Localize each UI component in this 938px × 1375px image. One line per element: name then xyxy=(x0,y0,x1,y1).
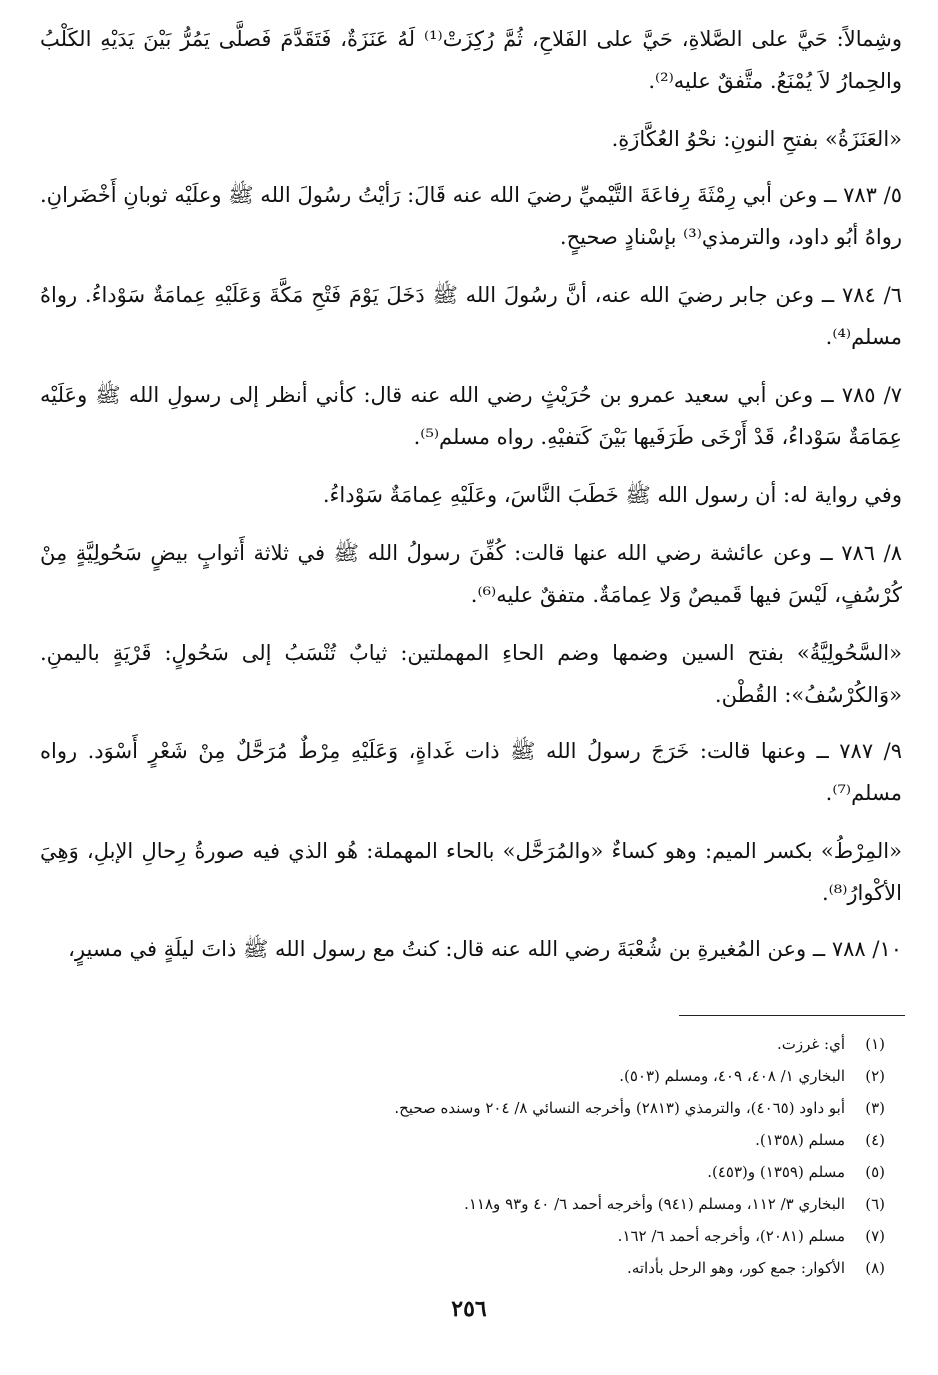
paragraph-2: «العَنَزَةُ» بفتحِ النونِ: نحْوُ العُكَّازَةِ. xyxy=(611,127,902,151)
footnote-6 xyxy=(40,1188,885,1220)
page-number: ٢٥٦ xyxy=(451,1296,487,1322)
footnote-text: البخاري ٣/ ١١٢، ومسلم (٩٤١) وأخرجه أحمد ٦/ ٤٠ و٩٣ و١١٨. xyxy=(464,1195,845,1213)
footnote-number: (٦) xyxy=(865,1195,885,1213)
footnote-number: (٥) xyxy=(865,1163,885,1181)
footnote-text: مسلم (٢٠٨١)، وأخرجه أحمد ٦/ ١٦٢. xyxy=(617,1227,845,1245)
footnote-7 xyxy=(40,1220,885,1252)
paragraph-6: وفي رواية له: أن رسول الله ﷺ خَطَبَ النَّاسَ، وعَلَيْهِ عِمامَةٌ سَوْداءُ. xyxy=(322,483,902,507)
footnote-text: البخاري ١/ ٤٠٨، ٤٠٩، ومسلم (٥٠٣). xyxy=(619,1067,845,1085)
footnote-number: (٢) xyxy=(865,1067,885,1085)
footnote-text: الأكوار: جمع كور، وهو الرحل بأداته. xyxy=(627,1259,845,1277)
footnote-number: (٨) xyxy=(865,1259,885,1277)
main-text xyxy=(40,18,902,986)
footnote-text: أبو داود (٤٠٦٥)، والترمذي (٢٨١٣) وأخرجه النسائي ٨/ ٢٠٤ وسنده صحيح. xyxy=(394,1099,845,1117)
footnote-1 xyxy=(40,1028,885,1060)
paragraph-10: «المِرْطُ» بكسر الميم: وهو كساءٌ «والمُرَحَّل» بالحاء المهملة: هُو الذي فيه صورةُ رِحالِ الإبلِ، وَهِيَ الأكْوارُ⁽⁸⁾. xyxy=(40,839,902,905)
paragraph-8: «السَّحُولِيَّةُ» بفتح السين وضمها وضم الحاءِ المهملتين: ثيابٌ تُنْسَبُ إلى سَحُولٍ: قَرْيَةٍ باليمنِ. «وَالكُرْسُفُ»: القُطْن. xyxy=(40,641,902,707)
footnote-2 xyxy=(40,1060,885,1092)
footnote-number: (١) xyxy=(865,1035,885,1053)
paragraph-1: وشِمالاً: حَيَّ على الصَّلاةِ، حَيَّ على الفَلاحِ، ثُمَّ رُكِزَتْ⁽¹⁾ لَهُ عَنَزَةٌ، فَتَقَدَّمَ فَصلَّى يَمُرُّ بَيْنَ يَدَيْهِ الكَلْبُ والحِمارُ لاَ يُمْنَعُ. متَّفقٌ عليه⁽²⁾. xyxy=(40,27,902,93)
footnote-number: (٧) xyxy=(865,1227,885,1245)
footnote-3 xyxy=(40,1092,885,1124)
footnote-text: مسلم (١٣٥٨). xyxy=(755,1131,845,1149)
footnote-4 xyxy=(40,1124,885,1156)
footnote-8 xyxy=(40,1252,885,1284)
footnote-5 xyxy=(40,1156,885,1188)
paragraph-5: ٧/ ٧٨٥ ــ وعن أبي سعيد عمرو بن حُرَيْثٍ رضي الله عنه قال: كأني أنظر إلى رسولِ الله ﷺ وعَلَيْه عِمَامَةٌ سَوْداءُ، قَدْ أَرْخَى طَرَفَيها بَيْنَ كَتفيْهِ. رواه مسلم⁽⁵⁾. xyxy=(40,383,902,449)
footnote-number: (٤) xyxy=(865,1131,885,1149)
footnote-number: (٣) xyxy=(865,1099,885,1117)
paragraph-9: ٩/ ٧٨٧ ــ وعنها قالت: خَرَجَ رسولُ الله ﷺ ذات غَداةٍ، وَعَلَيْهِ مِرْطٌ مُرَحَّلٌ مِنْ شَعْرٍ أَسْوَد. رواه مسلم⁽⁷⁾. xyxy=(40,739,902,805)
footnote-text: أي: غرزت. xyxy=(777,1035,845,1053)
paragraph-3: ٥/ ٧٨٣ ــ وعن أبي رِمْثَةَ رِفاعَةَ التَّيْميِّ رضيَ الله عنه قَالَ: رَأيْتُ رسُولَ الله ﷺ وعلَيْه ثوبانِ أَخْضَرانِ. رواهُ أبُو داود، والترمذي⁽³⁾ بإسْنادٍ صحيحٍ. xyxy=(40,183,902,249)
paragraph-11: ١٠/ ٧٨٨ ــ وعن المُغيرةِ بن شُعْبَةَ رضي الله عنه قال: كنتُ مع رسول الله ﷺ ذاتَ ليلَةٍ في مسيرٍ، xyxy=(68,937,902,961)
paragraph-4: ٦/ ٧٨٤ ــ وعن جابر رضيَ الله عنه، أنَّ رسُولَ الله ﷺ دَخَلَ يَوْمَ فَتْحِ مَكَّةَ وَعَلَيْهِ عِمامَةٌ سَوْداءُ. رواهُ مسلم⁽⁴⁾. xyxy=(40,283,902,349)
footnote-divider xyxy=(679,1015,905,1016)
footnotes xyxy=(40,1028,885,1284)
footnote-text: مسلم (١٣٥٩) و(٤٥٣). xyxy=(707,1163,845,1181)
paragraph-7: ٨/ ٧٨٦ ــ وعن عائشة رضي الله عنها قالت: كُفِّنَ رسولُ الله ﷺ في ثلاثة أَثوابٍ بيضٍ سَحُولِيَّةٍ مِنْ كُرْسُفٍ، لَيْسَ فيها قَميصٌ وَلا عِمامَةٌ. متفقٌ عليه⁽⁶⁾. xyxy=(40,541,902,607)
